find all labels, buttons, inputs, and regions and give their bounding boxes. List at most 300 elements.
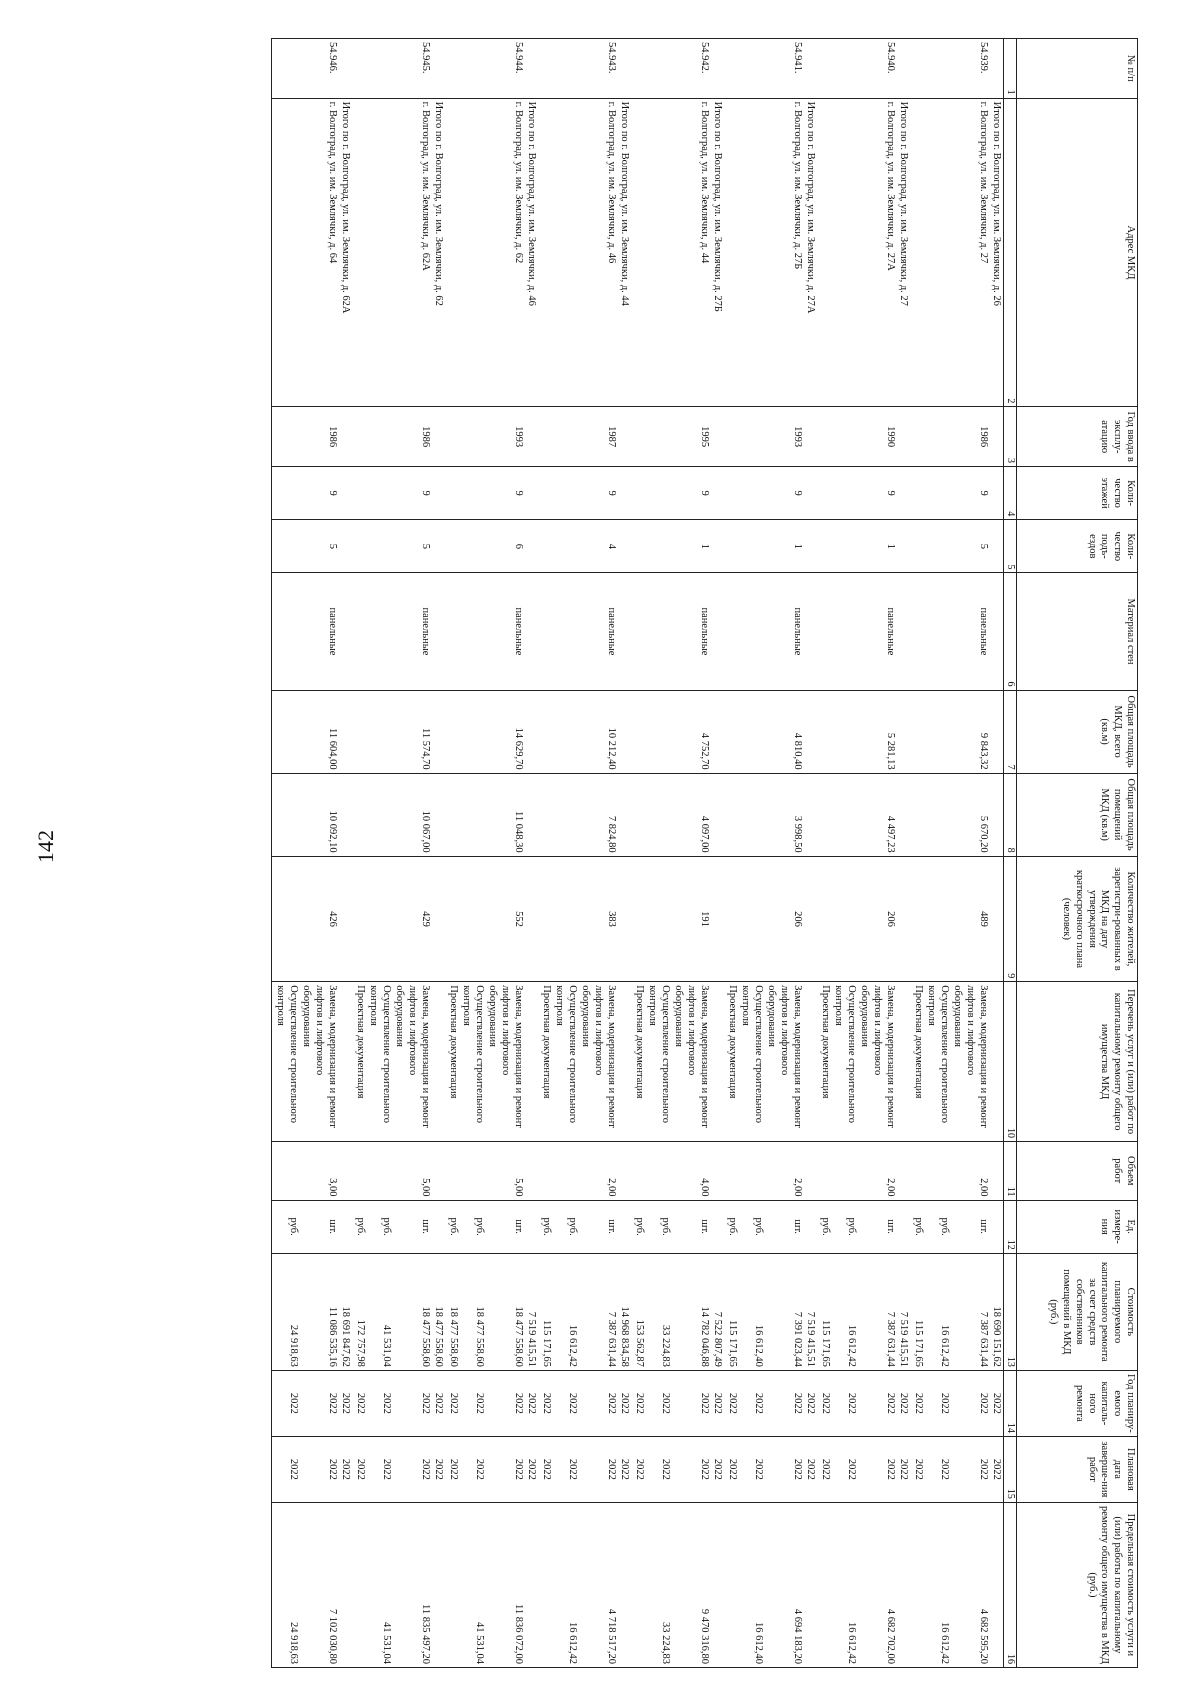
work-date: 2022: [540, 1458, 552, 1480]
work-unit: руб.: [938, 1217, 950, 1236]
total-cost: 18 691 847,62: [339, 1306, 351, 1367]
work-name: Осуществление строительного контроля: [554, 985, 578, 1124]
table-row: [538, 39, 631, 1668]
cell-address: [910, 98, 1004, 407]
work-unit: руб.: [566, 1217, 578, 1236]
cell-cost: [538, 1253, 631, 1370]
area-total: 10 212,40: [605, 727, 617, 770]
work-limit-cost: 4 682 595,20: [977, 1608, 989, 1664]
header-row: [1017, 39, 1138, 1668]
col-number: 15: [1003, 1436, 1016, 1502]
work-unit: шт.: [605, 1219, 617, 1234]
work-date: 2022: [354, 1458, 366, 1480]
entrances: 6: [512, 543, 524, 549]
work-date: 2022: [845, 1458, 857, 1480]
work-year: 2022: [354, 1392, 366, 1414]
header-num: № п/п: [1017, 39, 1138, 99]
work-volume: 5,00: [512, 1178, 524, 1197]
total-cost: 18 477 558,60: [432, 1306, 444, 1367]
page-number: 142: [33, 830, 58, 863]
work-unit: руб.: [380, 1217, 392, 1236]
cell-limit-cost: [538, 1502, 631, 1667]
work-cost: 16 612,40: [752, 1324, 764, 1367]
work-unit: шт.: [884, 1219, 896, 1234]
cell-entrances: [910, 520, 1004, 573]
work-year: 2022: [819, 1392, 831, 1414]
work-cost: 18 477 558,60: [512, 1306, 524, 1367]
work-volume: 2,00: [977, 1178, 989, 1197]
cell-limit-cost: [910, 1502, 1004, 1667]
cell-floors: [724, 466, 817, 519]
total-date: 2022: [711, 1458, 723, 1480]
cell-entrances: [724, 520, 817, 573]
row-number: 54.939.: [977, 42, 989, 74]
work-date: 2022: [791, 1458, 803, 1480]
table-row: [817, 39, 910, 1668]
work-limit-cost: 41 531,04: [473, 1622, 485, 1664]
cell-repair-year: [910, 1370, 1004, 1436]
wall-material: панельные: [326, 607, 338, 656]
cell-wall-material: [445, 573, 538, 690]
cell-area-total: [724, 690, 817, 773]
cell-unit: [445, 1200, 538, 1253]
row-number: 54.944.: [512, 42, 524, 74]
cell-repair-year: [538, 1370, 631, 1436]
cell-works: [910, 982, 1004, 1142]
work-name: Осуществление строительного контроля: [368, 985, 392, 1124]
work-cost: 172 757,98: [354, 1319, 366, 1367]
work-volume: [937, 1145, 950, 1197]
cell-floors: [352, 466, 445, 519]
wall-material: панельные: [977, 607, 989, 656]
cell-area-rooms: [538, 773, 631, 856]
work-name: Проектная документация: [354, 985, 366, 1099]
work-cost: 115 171,65: [726, 1319, 738, 1367]
total-label: Итого по г. Волгоград, ул. им. Землячки, д. 62: [432, 101, 444, 306]
col-number: 6: [1003, 573, 1016, 690]
cell-repair-year: [724, 1370, 817, 1436]
work-cost: 11 086 535,16: [326, 1306, 338, 1367]
cell-repair-year: [631, 1370, 724, 1436]
entrances: 4: [605, 543, 617, 549]
residents: 489: [977, 911, 989, 927]
cell-num: [631, 39, 724, 99]
cell-works: [271, 982, 352, 1142]
work-volume: 4,00: [698, 1178, 710, 1197]
entrances: 1: [791, 543, 803, 549]
work-name: Осуществление строительного контроля: [461, 985, 485, 1124]
cell-works: [445, 982, 538, 1142]
table-body: [271, 39, 1003, 1668]
area-total: 11 604,00: [326, 727, 338, 770]
area-rooms: 11 048,30: [512, 811, 524, 853]
cell-repair-year: [271, 1370, 352, 1436]
work-name: Замена, модернизация и ремонт лифтов и лифтового оборудования: [766, 985, 803, 1128]
cell-unit: [352, 1200, 445, 1253]
work-date: 2022: [912, 1458, 924, 1480]
area-rooms: 7 824,80: [605, 815, 617, 853]
total-label: Итого по г. Волгоград, ул. им. Землячки, д. 62А: [339, 101, 351, 314]
total-date: 2022: [990, 1458, 1002, 1480]
work-date: 2022: [884, 1458, 896, 1480]
total-year: 2022: [990, 1392, 1002, 1414]
cell-unit: [538, 1200, 631, 1253]
work-cost: 33 224,83: [659, 1324, 671, 1367]
col-number: 7: [1003, 690, 1016, 773]
area-total: 9 843,32: [977, 732, 989, 770]
work-cost: 16 612,42: [845, 1324, 857, 1367]
entrances: 1: [698, 543, 710, 549]
cell-cost: [271, 1253, 352, 1370]
column-number-row: [1003, 39, 1016, 1668]
cell-limit-cost: [352, 1502, 445, 1667]
cell-area-rooms: [352, 773, 445, 856]
header-end-date: Плановая дата заверше-ния работ: [1017, 1436, 1138, 1502]
row-number: 54.942.: [698, 42, 710, 74]
total-year: 2022: [525, 1392, 537, 1414]
work-cost: 7 391 023,44: [791, 1311, 803, 1367]
header-repair-year: Год планиру-емого капиталь-ного ремонта: [1017, 1370, 1138, 1436]
cell-num: [271, 39, 352, 99]
cell-area-total: [817, 690, 910, 773]
address: г. Волгоград, ул. им. Землячки, д. 62: [512, 101, 524, 264]
floors: 9: [512, 490, 524, 496]
cell-cost: [817, 1253, 910, 1370]
col-number: 8: [1003, 773, 1016, 856]
cell-num: [538, 39, 631, 99]
area-rooms: 5 670,20: [977, 815, 989, 853]
table-row: [352, 39, 445, 1668]
work-volume: [472, 1145, 485, 1197]
work-year: 2022: [938, 1392, 950, 1414]
work-unit: руб.: [287, 1217, 299, 1236]
work-name: Проектная документация: [540, 985, 552, 1099]
wall-material: панельные: [791, 607, 803, 656]
wall-material: панельные: [884, 607, 896, 656]
work-cost: 115 171,65: [540, 1319, 552, 1367]
cell-works: [817, 982, 910, 1142]
cell-volume: [352, 1141, 445, 1200]
work-date: 2022: [819, 1458, 831, 1480]
row-number: 54.943.: [605, 42, 617, 74]
work-unit: руб.: [726, 1217, 738, 1236]
work-year: 2022: [752, 1392, 764, 1414]
cell-wall-material: [631, 573, 724, 690]
cell-limit-cost: [445, 1502, 538, 1667]
work-date: 2022: [605, 1458, 617, 1480]
cell-unit: [631, 1200, 724, 1253]
work-year: 2022: [326, 1392, 338, 1414]
floors: 9: [977, 490, 989, 496]
address: г. Волгоград, ул. им. Землячки, д. 62А: [419, 101, 431, 271]
work-volume: [818, 1145, 831, 1197]
cell-area-total: [445, 690, 538, 773]
work-cost: 7 387 631,44: [977, 1311, 989, 1367]
work-cost: 7 387 631,44: [884, 1311, 896, 1367]
row-number: 54.946.: [326, 42, 338, 74]
work-date: 2022: [419, 1458, 431, 1480]
residents: 191: [698, 911, 710, 927]
work-volume: [725, 1145, 738, 1197]
total-label: Итого по г. Волгоград, ул. им. Землячки, д. 46: [525, 101, 537, 306]
total-date: 2022: [618, 1458, 630, 1480]
work-cost: 7 387 631,44: [605, 1311, 617, 1367]
area-total: 11 574,70: [419, 727, 431, 770]
work-volume: 5,00: [419, 1178, 431, 1197]
work-limit-cost: 33 224,83: [659, 1622, 671, 1664]
work-unit: руб.: [912, 1217, 924, 1236]
wall-material: панельные: [419, 607, 431, 656]
cell-year-built: [631, 407, 724, 467]
cell-entrances: [271, 520, 352, 573]
cell-num: [445, 39, 538, 99]
header-cost: Стоимость планируемого капитального ремонта за счет средств собственников помещений в МКД (руб.): [1017, 1253, 1138, 1370]
work-unit: шт.: [326, 1219, 338, 1234]
work-volume: [751, 1145, 764, 1197]
cell-floors: [631, 466, 724, 519]
wall-material: панельные: [512, 607, 524, 656]
work-cost: 115 171,65: [912, 1319, 924, 1367]
work-limit-cost: [632, 1506, 645, 1664]
cell-works: [631, 982, 724, 1142]
work-name: Замена, модернизация и ремонт лифтов и лифтового оборудования: [487, 985, 524, 1128]
cell-year-built: [271, 407, 352, 467]
residents: 429: [419, 911, 431, 927]
work-date: 2022: [512, 1458, 524, 1480]
work-date: 2022: [473, 1458, 485, 1480]
work-date: 2022: [659, 1458, 671, 1480]
work-limit-cost: 16 612,40: [752, 1622, 764, 1664]
cell-volume: [724, 1141, 817, 1200]
cell-area-total: [631, 690, 724, 773]
total-cost: 7 519 415,51: [804, 1311, 816, 1367]
work-cost: 41 531,04: [380, 1324, 392, 1367]
area-total: 5 281,13: [884, 732, 896, 770]
work-limit-cost: [911, 1506, 924, 1664]
work-cost: 24 918,63: [287, 1324, 299, 1367]
cell-residents: [910, 856, 1004, 982]
work-unit: шт.: [512, 1219, 524, 1234]
work-unit: руб.: [354, 1217, 366, 1236]
total-year: 2022: [804, 1392, 816, 1414]
area-rooms: 4 097,00: [698, 815, 710, 853]
cell-wall-material: [817, 573, 910, 690]
header-limit-cost: Предельная стоимость услуги и (или) работы по капитальному ремонту общего имущества в МКД (руб.): [1017, 1502, 1138, 1667]
work-cost: 18 477 558,60: [419, 1306, 431, 1367]
floors: 9: [884, 490, 896, 496]
year-built: 1987: [605, 426, 617, 448]
col-number: 10: [1003, 982, 1016, 1142]
area-rooms: 10 067,00: [419, 810, 431, 853]
cell-volume: [817, 1141, 910, 1200]
work-date: 2022: [326, 1458, 338, 1480]
work-year: 2022: [912, 1392, 924, 1414]
table-row: [445, 39, 538, 1668]
header-area-rooms: Общая площадь помещений МКД (кв.м): [1017, 773, 1138, 856]
cell-entrances: [538, 520, 631, 573]
cell-area-rooms: [910, 773, 1004, 856]
work-year: 2022: [633, 1392, 645, 1414]
area-rooms: 10 092,10: [326, 810, 338, 853]
cell-year-built: [445, 407, 538, 467]
work-volume: [286, 1145, 299, 1197]
year-built: 1993: [512, 426, 524, 448]
residents: 426: [326, 911, 338, 927]
work-date: 2022: [698, 1458, 710, 1480]
work-cost: 153 562,87: [633, 1319, 645, 1367]
cell-entrances: [352, 520, 445, 573]
work-limit-cost: 16 612,42: [845, 1622, 857, 1664]
total-cost: 7 519 415,51: [897, 1311, 909, 1367]
work-year: 2022: [605, 1392, 617, 1414]
col-number: 14: [1003, 1370, 1016, 1436]
work-unit: руб.: [540, 1217, 552, 1236]
capital-repair-table: [271, 38, 1138, 1668]
total-date: 2022: [804, 1458, 816, 1480]
col-number: 11: [1003, 1141, 1016, 1200]
total-year: 2022: [897, 1392, 909, 1414]
col-number: 3: [1003, 407, 1016, 467]
cell-limit-cost: [724, 1502, 817, 1667]
work-unit: руб.: [845, 1217, 857, 1236]
address: г. Волгоград, ул. им. Землячки, д. 64: [326, 101, 338, 264]
floors: 9: [605, 490, 617, 496]
cell-area-total: [271, 690, 352, 773]
work-name: Осуществление строительного контроля: [740, 985, 764, 1124]
cell-end-date: [271, 1436, 352, 1502]
work-unit: шт.: [698, 1219, 710, 1234]
total-label: Итого по г. Волгоград, ул. им. Землячки, д. 26: [990, 101, 1002, 306]
work-year: 2022: [977, 1392, 989, 1414]
work-year: 2022: [791, 1392, 803, 1414]
work-name: Осуществление строительного контроля: [275, 985, 299, 1124]
wall-material: панельные: [698, 607, 710, 656]
residents: 206: [884, 911, 896, 927]
cell-unit: [910, 1200, 1004, 1253]
work-unit: шт.: [419, 1219, 431, 1234]
work-cost: 18 477 558,60: [473, 1306, 485, 1367]
residents: 206: [791, 911, 803, 927]
cell-end-date: [352, 1436, 445, 1502]
cell-year-built: [910, 407, 1004, 467]
year-built: 1986: [326, 426, 338, 448]
work-year: 2022: [540, 1392, 552, 1414]
cell-residents: [538, 856, 631, 982]
work-name: Проектная документация: [633, 985, 645, 1099]
work-limit-cost: 9 470 316,80: [698, 1608, 710, 1664]
cell-works: [538, 982, 631, 1142]
work-limit-cost: 4 718 517,20: [605, 1608, 617, 1664]
cell-area-rooms: [271, 773, 352, 856]
header-unit: Ед. измере-ния: [1017, 1200, 1138, 1253]
cell-repair-year: [445, 1370, 538, 1436]
area-rooms: 3 998,50: [791, 815, 803, 853]
cell-end-date: [445, 1436, 538, 1502]
cell-cost: [352, 1253, 445, 1370]
cell-wall-material: [724, 573, 817, 690]
cell-wall-material: [352, 573, 445, 690]
cell-repair-year: [817, 1370, 910, 1436]
cell-residents: [724, 856, 817, 982]
residents: 383: [605, 911, 617, 927]
cell-unit: [817, 1200, 910, 1253]
cell-volume: [910, 1141, 1004, 1200]
work-limit-cost: 16 612,42: [938, 1622, 950, 1664]
work-limit-cost: 11 835 497,20: [419, 1604, 431, 1664]
work-date: 2022: [752, 1458, 764, 1480]
cell-floors: [538, 466, 631, 519]
cell-wall-material: [271, 573, 352, 690]
cell-limit-cost: [631, 1502, 724, 1667]
cell-end-date: [631, 1436, 724, 1502]
col-number: 12: [1003, 1200, 1016, 1253]
header-floors: Коли-чество этажей: [1017, 466, 1138, 519]
total-label: Итого по г. Волгоград, ул. им. Землячки, д. 27: [897, 101, 909, 306]
work-name: Замена, модернизация и ремонт лифтов и лифтового оборудования: [580, 985, 617, 1128]
residents: 552: [512, 911, 524, 927]
work-date: 2022: [566, 1458, 578, 1480]
work-volume: [379, 1145, 392, 1197]
cell-unit: [271, 1200, 352, 1253]
work-cost: 16 612,42: [938, 1324, 950, 1367]
cell-entrances: [817, 520, 910, 573]
year-built: 1986: [419, 426, 431, 448]
work-limit-cost: 7 102 030,80: [326, 1608, 338, 1664]
cell-address: [445, 98, 538, 407]
work-limit-cost: [353, 1506, 366, 1664]
address: г. Волгоград, ул. им. Землячки, д. 27: [977, 101, 989, 264]
year-built: 1995: [698, 426, 710, 448]
work-volume: [446, 1145, 459, 1197]
work-date: 2022: [287, 1458, 299, 1480]
cell-volume: [631, 1141, 724, 1200]
work-name: Замена, модернизация и ремонт лифтов и лифтового оборудования: [301, 985, 338, 1128]
work-date: 2022: [938, 1458, 950, 1480]
work-limit-cost: [818, 1506, 831, 1664]
year-built: 1993: [791, 426, 803, 448]
cell-floors: [445, 466, 538, 519]
work-name: Осуществление строительного контроля: [926, 985, 950, 1124]
total-label: Итого по г. Волгоград, ул. им. Землячки, д. 27А: [804, 101, 816, 314]
area-total: 14 629,70: [512, 727, 524, 770]
work-date: 2022: [977, 1458, 989, 1480]
work-year: 2022: [726, 1392, 738, 1414]
work-volume: 2,00: [884, 1178, 896, 1197]
work-name: Замена, модернизация и ремонт лифтов и лифтового оборудования: [394, 985, 431, 1128]
row-number: 54.941.: [791, 42, 803, 74]
work-year: 2022: [845, 1392, 857, 1414]
work-name: Замена, модернизация и ремонт лифтов и лифтового оборудования: [859, 985, 896, 1128]
work-volume: 2,00: [791, 1178, 803, 1197]
cell-address: [724, 98, 817, 407]
cell-num: [352, 39, 445, 99]
work-year: 2022: [884, 1392, 896, 1414]
work-volume: [911, 1145, 924, 1197]
cell-area-rooms: [817, 773, 910, 856]
cell-floors: [910, 466, 1004, 519]
cell-residents: [817, 856, 910, 982]
area-rooms: 4 497,23: [884, 815, 896, 853]
work-year: 2022: [380, 1392, 392, 1414]
cell-limit-cost: [817, 1502, 910, 1667]
work-limit-cost: 16 612,42: [566, 1622, 578, 1664]
cell-works: [724, 982, 817, 1142]
cell-address: [817, 98, 910, 407]
cell-end-date: [724, 1436, 817, 1502]
wall-material: панельные: [605, 607, 617, 656]
cell-cost: [445, 1253, 538, 1370]
work-limit-cost: 4 682 702,00: [884, 1608, 896, 1664]
